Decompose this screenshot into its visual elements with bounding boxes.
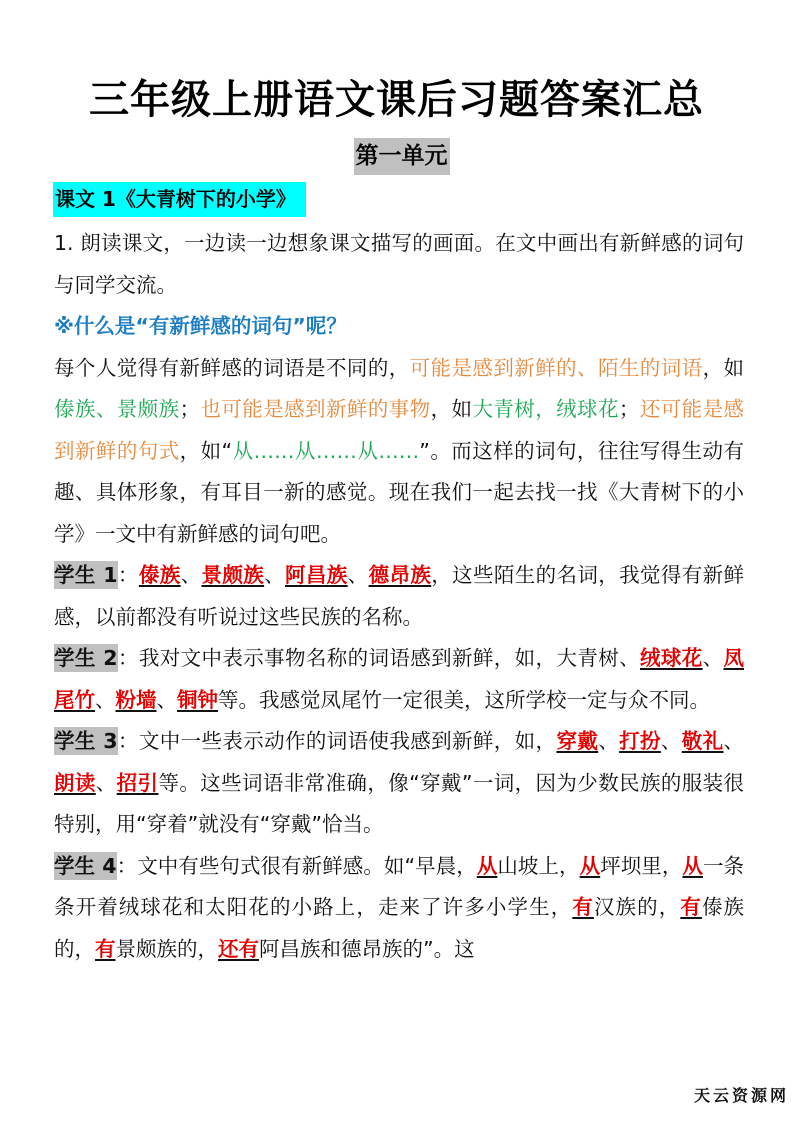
explanation-text: ，如“ — [179, 438, 233, 463]
student-label: 学生 3 — [54, 729, 118, 753]
document-title: 三年级上册语文课后习题答案汇总 — [89, 77, 704, 123]
explanation-text: ； — [618, 397, 640, 421]
answer-text: 我对文中表示事物名称的词语感到新鲜，如，大青树、 — [138, 646, 640, 670]
keyword: 从 — [682, 853, 703, 878]
keyword: 粉墙 — [115, 687, 157, 712]
keyword: 还有 — [218, 936, 259, 961]
keyword: 敬礼 — [681, 729, 724, 753]
colon: ： — [116, 853, 138, 878]
keyword: 穿戴 — [556, 729, 599, 753]
highlight-orange: 可能是感到新鲜的、陌生的词语 — [409, 355, 703, 380]
highlight-orange: 也可能是感到新鲜的事物 — [200, 397, 431, 421]
explanation-text: ”。而这样的词句，往往写得生动有趣、具体形象，有耳目一新的感觉。现在我们一起去找一找《大青树下的小学》一文中有新鲜感的词句吧。 — [54, 438, 744, 546]
colon: ： — [117, 729, 139, 753]
student-3-answer — [54, 721, 744, 846]
colon: ： — [117, 563, 139, 587]
watermark: 天云资源网 — [693, 1086, 789, 1105]
explanation-text: 每个人觉得有新鲜感的词语是不同的， — [54, 355, 410, 380]
keyword: 有 — [95, 936, 116, 961]
answer-text: 坪坝里， — [600, 853, 683, 878]
keyword: 从 — [579, 853, 601, 878]
answer-text: 等。我感觉凤尾竹一定很美，这所学校一定与众不同。 — [218, 687, 710, 712]
keyword: 打扮 — [619, 729, 661, 753]
keyword: 从 — [476, 853, 498, 878]
keyword: 铜钟 — [177, 687, 218, 712]
answer-text: 等。这些词语非常准确，像“穿戴”一词，因为少数民族的服装很特别，用“穿着”就没有“穿戴”恰当。 — [54, 770, 745, 836]
student-label: 学生 2 — [54, 646, 118, 670]
answer-text: 汉族的， — [593, 895, 681, 919]
student-label: 学生 4 — [54, 853, 117, 878]
separator: 、 — [723, 729, 745, 753]
keyword: 朗读 — [54, 770, 96, 795]
explanation-text: ，如 — [430, 397, 473, 421]
question-1 — [54, 223, 744, 306]
keyword: 景颇族 — [201, 563, 265, 587]
answer-text: 文中有些句式很有新鲜感。如“早晨， — [137, 853, 477, 878]
answer-text: 文中一些表示动作的词语使我感到新鲜，如， — [138, 729, 557, 753]
answer-text: 一条条开着绒球花和太阳花的小路上，走来了许多小学生， — [54, 853, 745, 919]
highlight-orange: 还可能是感到新鲜的句式 — [54, 397, 744, 463]
highlight-green: 从……从……从…… — [232, 438, 420, 463]
student-4-answer — [54, 846, 744, 971]
separator: 、 — [702, 646, 724, 670]
separator: 、 — [347, 563, 369, 587]
highlight-green: 大青树，绒球花 — [472, 397, 619, 421]
separator: 、 — [156, 687, 177, 712]
explanation-text: ，如 — [702, 355, 744, 380]
lesson-heading: 课文 1《大青树下的小学》 — [53, 182, 306, 217]
keyword: 招引 — [116, 770, 159, 795]
keyword: 有 — [572, 895, 594, 919]
answer-text: ，这些陌生的名词，我觉得有新鲜感，以前都没有听说过这些民族的名称。 — [54, 563, 745, 629]
unit-heading: 第一单元 — [354, 138, 450, 175]
answer-text: 傣族的， — [54, 895, 745, 961]
question-1-text: 1. 朗读课文，一边读一边想象课文描写的画面。在文中画出有新鲜感的词句与同学交流。 — [54, 231, 744, 297]
separator: 、 — [660, 729, 682, 753]
explanation-text: ； — [179, 397, 201, 421]
answer-text: 景颇族的， — [115, 936, 218, 961]
separator: 、 — [95, 687, 116, 712]
separator: 、 — [264, 563, 286, 587]
student-2-answer — [54, 638, 744, 721]
question-note: ※什么是“有新鲜感的词句”呢？ — [54, 314, 347, 338]
keyword: 德昂族 — [368, 563, 432, 587]
colon: ： — [117, 646, 139, 670]
keyword: 凤尾竹 — [54, 646, 745, 712]
document-body — [54, 223, 744, 970]
keyword: 绒球花 — [639, 646, 703, 670]
explanation-paragraph — [54, 348, 744, 556]
separator: 、 — [95, 770, 117, 795]
keyword: 傣族 — [138, 563, 181, 587]
unit-heading-wrap — [0, 138, 793, 175]
keyword: 阿昌族 — [285, 563, 348, 587]
answer-text: 阿昌族和德昂族的”。这 — [259, 936, 475, 961]
answer-text: 山坡上， — [497, 853, 580, 878]
separator: 、 — [598, 729, 620, 753]
separator: 、 — [180, 563, 202, 587]
keyword: 有 — [680, 895, 702, 919]
highlight-green: 傣族、景颇族 — [54, 397, 180, 421]
student-1-answer — [54, 555, 744, 638]
student-label: 学生 1 — [54, 563, 118, 587]
